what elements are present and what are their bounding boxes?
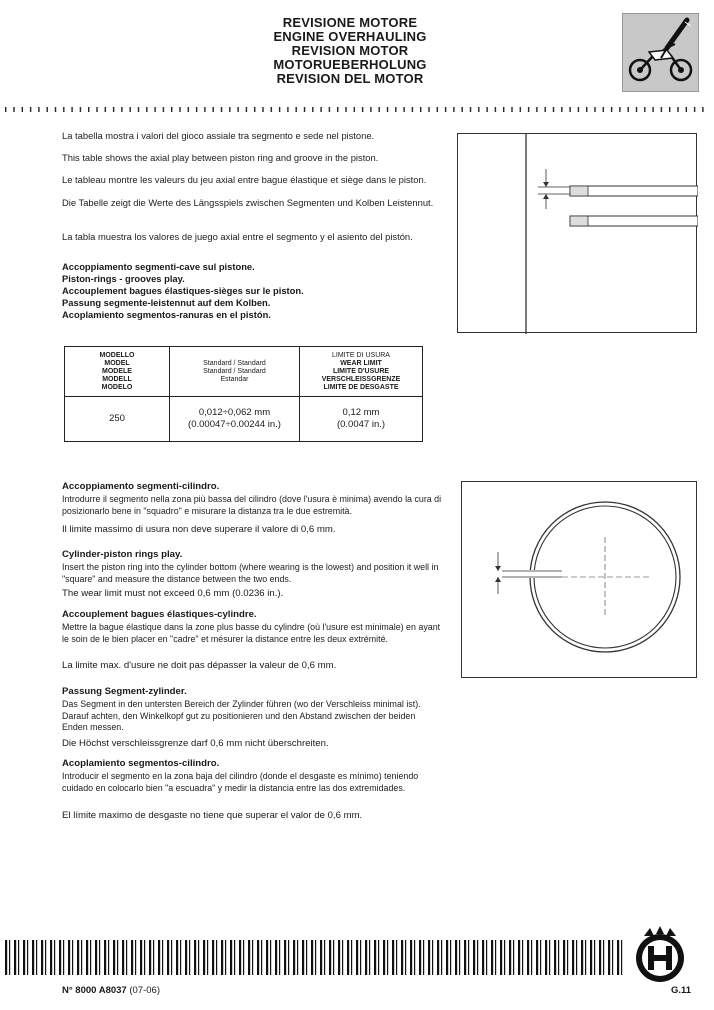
cylinder-title-en: Cylinder-piston rings play. <box>62 549 183 560</box>
table-row <box>65 397 423 442</box>
page-number: G.11 <box>671 985 692 996</box>
cell-model: 250 <box>65 397 170 442</box>
cylinder-ring-figure <box>461 481 697 678</box>
cell-wear-limit: 0,12 mm (0.0047 in.) <box>300 397 423 442</box>
cell-standard: 0,012÷0,062 mm (0.00047÷0.00244 in.) <box>170 397 300 442</box>
piston-title-en: Piston-rings - grooves play. <box>62 273 185 284</box>
title-italian: REVISIONE MOTORE <box>282 15 418 30</box>
cylinder-body-en: Insert the piston ring into the cylinder bottom (where wearing is the lowest) and position it well in "square" and measure the distance between the two ends. <box>62 562 439 584</box>
cylinder-title-es: Acoplamiento segmentos-cilindro. <box>62 758 220 769</box>
cylinder-body-fr: Mettre la bague élastique dans la zone plus basse du cylindre (où l'usure est minimale) en ayant le soin de le bien placer en "cadre" et mésurer la distance entre les deux extrémité. <box>62 622 441 644</box>
piston-title-es: Acoplamiento segmentos-ranuras en el pistón. <box>62 309 271 320</box>
piston-title-de: Passung segmente-leistennut auf dem Kolben. <box>62 297 271 308</box>
doc-number: N° 8000 A8037 <box>62 985 127 996</box>
intro-paragraph-en: This table shows the axial play between piston ring and groove in the piston. <box>62 152 379 163</box>
header-wear-limit: LIMITE DI USURA WEAR LIMIT LIMITE D'USURE VERSCHLEISSGRENZE LIMITE DE DESGASTE <box>300 347 423 397</box>
title-german: MOTORUEBERHOLUNG <box>273 57 427 72</box>
cylinder-gap-diagram <box>462 482 698 679</box>
header-model: MODELLO MODEL MODELE MODELL MODELO <box>65 347 170 397</box>
header-title-block <box>200 16 500 86</box>
cylinder-title-it: Accoppiamento segmenti-cilindro. <box>62 481 220 492</box>
doc-date: (07-06) <box>129 985 160 996</box>
husqvarna-logo <box>614 926 706 986</box>
intro-paragraph-de: Die Tabelle zeigt die Werte des Längsspiels zwischen Segmenten und Kolben Leistennut. <box>62 197 434 208</box>
cylinder-limit-it: Il limite massimo di usura non deve superare il valore di 0,6 mm. <box>62 524 336 535</box>
cylinder-body-it: Introdurre il segmento nella zona più bassa del cilindro (dove l'usura è minima) avendo la cura di posizionarlo bene in "squadro" e misurare la distanza tra le due estremità. <box>62 494 442 516</box>
piston-rings-titles <box>62 261 452 321</box>
axial-play-table <box>64 346 423 442</box>
piston-ring-figure <box>457 133 697 333</box>
intro-paragraph-it: La tabella mostra i valori del gioco assiale tra segmento e sede nel pistone. <box>62 130 375 141</box>
intro-paragraph-es: La tabla muestra los valores de juego axial entre el segmento y el asiento del pistón. <box>62 231 413 242</box>
piston-title-it: Accoppiamento segmenti-cave sul pistone. <box>62 261 255 272</box>
header-standard: Standard / Standard Standard / Standard Estandar <box>170 347 300 397</box>
motorcycle-tool-icon <box>623 14 700 93</box>
table-header-row <box>65 347 423 397</box>
title-english: ENGINE OVERHAULING <box>273 29 427 44</box>
title-french: REVISION MOTOR <box>291 43 409 58</box>
ruler-divider <box>5 103 708 112</box>
footer-barcode-strip <box>5 940 625 975</box>
cylinder-limit-fr: La limite max. d'usure ne doit pas dépasser la valeur de 0,6 mm. <box>62 660 337 671</box>
crown-h-logo-icon <box>614 926 706 986</box>
footer-doc-number <box>62 985 160 996</box>
cylinder-limit-en: The wear limit must not exceed 0,6 mm (0.0236 in.). <box>62 588 284 599</box>
cylinder-limit-es: El límite maximo de desgaste no tiene que superar el valor de 0,6 mm. <box>62 810 363 821</box>
piston-groove-diagram <box>458 134 698 334</box>
cylinder-limit-de: Die Höchst verschleissgrenze darf 0,6 mm nicht überschreiten. <box>62 738 329 749</box>
cylinder-body-de: Das Segment in den untersten Bereich der Zylinder führen (wo der Verschleiss minimal ist). Darauf achten, den Winkelkopf gut zu positionieren und den Abstand zwischen der beiden Enden messen. <box>62 699 421 733</box>
cylinder-body-es: Introducir el segmento en la zona baja del cilindro (donde el desgaste es mínimo) teniendo cuidado en colocarlo bien "a escuadra" y medir la distancia entre las dos extremidades. <box>62 771 419 793</box>
cylinder-title-fr: Accouplement bagues élastiques-cylindre. <box>62 609 257 620</box>
cylinder-title-de: Passung Segment-zylinder. <box>62 686 187 697</box>
engine-section-logo <box>622 13 699 92</box>
piston-title-fr: Accouplement bagues élastiques-sièges sur le piston. <box>62 285 304 296</box>
intro-paragraph-fr: Le tableau montre les valeurs du jeu axial entre bague élastique et siège dans le piston. <box>62 174 427 185</box>
title-spanish: REVISION DEL MOTOR <box>276 71 424 86</box>
